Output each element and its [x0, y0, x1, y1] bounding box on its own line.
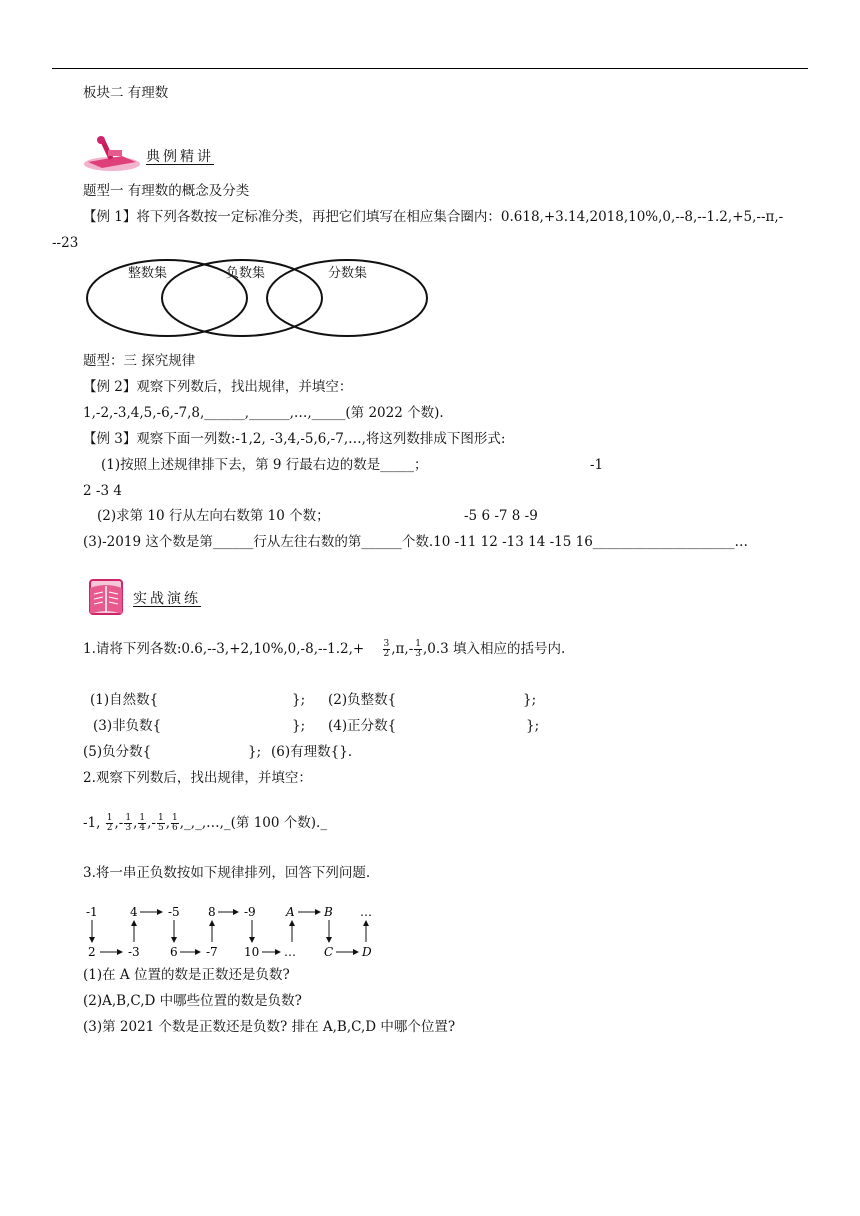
fraction-numerator: 1: [172, 813, 178, 823]
q1-negative-fractions-end: };: [248, 744, 262, 760]
chain-top-5: A: [286, 905, 295, 919]
fraction-1-6: [171, 814, 179, 833]
fraction-numerator: 1: [415, 639, 421, 649]
fraction-1-5: [157, 814, 165, 833]
chain-top-4: -9: [244, 905, 256, 919]
chain-bottom-2: 6: [170, 945, 178, 959]
chain-bottom-0: 2: [88, 945, 96, 959]
example-1-line-1: 【例 1】将下列各数按一定标准分类，再把它们填写在相应集合圈内：0.618,+3.14,2018,10%,0,--8,--1.2,+5,--π,-: [83, 209, 784, 225]
chain-top-2: -5: [168, 905, 180, 919]
fraction-denominator: 6: [172, 823, 178, 833]
fraction-denominator: 3: [415, 649, 421, 659]
fraction-denominator: 3: [125, 823, 132, 833]
venn-label-integers: 整数集: [128, 266, 168, 281]
fraction-numerator: 1: [157, 813, 164, 823]
question-1-text-post: ,0.3 填入相应的括号内.: [423, 641, 566, 657]
chain-bottom-4: 10: [244, 945, 260, 959]
q2-frac-sign: ,: [133, 815, 138, 831]
example-3-line-1: 【例 3】观察下面一列数:-1,2, -3,4,-5,6,-7,…,将这列数排成下图形式:: [83, 431, 506, 447]
sign-pattern-diagram: [82, 902, 382, 960]
q1-negative-integers-end: };: [523, 692, 537, 708]
triangle-row-2: 2 -3 4: [83, 483, 122, 499]
block-title: 板块二 有理数: [83, 85, 169, 101]
chain-bottom-7: D: [362, 945, 372, 959]
fraction-1-4: [138, 814, 146, 833]
q1-natural-numbers: (1)自然数{: [90, 692, 159, 708]
book-icon: [84, 578, 128, 618]
section-title-examples: 典例精讲: [146, 149, 214, 165]
chain-bottom-5: …: [284, 945, 296, 959]
fraction-numerator: 1: [139, 813, 146, 823]
chain-top-7: …: [360, 905, 372, 919]
q2-frac-sign: ,: [165, 815, 170, 831]
q1-negative-fractions: (5)负分数{: [83, 744, 152, 760]
q1-rational-numbers: (6)有理数{}.: [271, 744, 353, 760]
q1-non-negative: (3)非负数{: [93, 718, 162, 734]
venn-label-fractions: 分数集: [328, 266, 368, 281]
question-1-prompt: [83, 640, 565, 659]
type-heading-1: 题型一 有理数的概念及分类: [83, 183, 250, 199]
venn-label-negatives: 负数集: [226, 266, 266, 281]
example-3-question-3: (3)-2019 这个数是第______行从左往右数的第______个数.10 -11 12 -13 14 -15 16_____________________…: [83, 534, 749, 550]
question-3-part-3: (3)第 2021 个数是正数还是负数? 排在 A,B,C,D 中哪个位置?: [83, 1019, 456, 1035]
q2-seq-start: -1,: [83, 815, 101, 831]
q1-positive-fractions: (4)正分数{: [328, 718, 397, 734]
example-3-question-2: (2)求第 10 行从左向右数第 10 个数；: [97, 508, 330, 524]
fraction-numerator: 3: [383, 639, 390, 649]
example-3-question-1: (1)按照上述规律排下去，第 9 行最右边的数是_____；: [101, 457, 428, 473]
q1-negative-integers: (2)负整数{: [328, 692, 397, 708]
chain-top-6: B: [324, 905, 333, 919]
section-title-practice: 实战演练: [133, 591, 201, 607]
fraction-1-3: [124, 814, 132, 833]
header-rule: [52, 68, 808, 69]
question-2-prompt: 2.观察下列数后，找出规律，并填空：: [83, 770, 312, 786]
chain-bottom-6: C: [324, 945, 334, 959]
triangle-row-1: -1: [590, 457, 604, 473]
example-2-line-2: 1,-2,-3,4,5,-6,-7,8,______,______,…,_____(第 2022 个数).: [83, 405, 444, 421]
fraction-numerator: 1: [106, 813, 113, 823]
question-2-sequence: [83, 814, 327, 833]
q2-frac-sign: ,-: [147, 815, 156, 831]
type-heading-3: 题型：三 探究规律: [83, 353, 196, 369]
q2-frac-sign: ,-: [114, 815, 124, 831]
chain-bottom-3: -7: [206, 945, 218, 959]
fraction-denominator: 2: [106, 823, 113, 833]
fraction-denominator: 2: [383, 649, 390, 659]
fraction-numerator: 1: [125, 813, 132, 823]
fraction-1-2: [106, 814, 114, 833]
q1-positive-fractions-end: };: [526, 718, 540, 734]
chain-top-3: 8: [208, 905, 216, 919]
chain-top-1: 4: [130, 905, 138, 919]
triangle-row-3: -5 6 -7 8 -9: [464, 508, 538, 524]
q1-non-negative-end: };: [292, 718, 306, 734]
fraction-denominator: 4: [139, 823, 146, 833]
chain-top-0: -1: [86, 905, 98, 919]
question-3-part-1: (1)在 A 位置的数是正数还是负数?: [83, 967, 290, 983]
microscope-icon: [82, 132, 142, 172]
q1-natural-numbers-end: };: [292, 692, 306, 708]
chain-bottom-1: -3: [128, 945, 140, 959]
question-1-text-mid: ,π,-: [391, 641, 414, 657]
fraction-denominator: 5: [157, 823, 164, 833]
question-3-part-2: (2)A,B,C,D 中哪些位置的数是负数?: [83, 993, 302, 1009]
fraction-3-2: [383, 640, 391, 659]
fraction-1-3: [414, 640, 422, 659]
example-1-line-2: --23: [52, 235, 79, 251]
example-2-line-1: 【例 2】观察下列数后，找出规律，并填空：: [83, 379, 353, 395]
question-1-text-pre: 1.请将下列各数:0.6,--3,+2,10%,0,-8,--1.2,+: [83, 641, 365, 657]
question-3-prompt: 3.将一串正负数按如下规律排列，回答下列问题.: [83, 865, 371, 881]
q2-seq-end: ,_,_,…,_(第 100 个数)._: [179, 815, 328, 831]
